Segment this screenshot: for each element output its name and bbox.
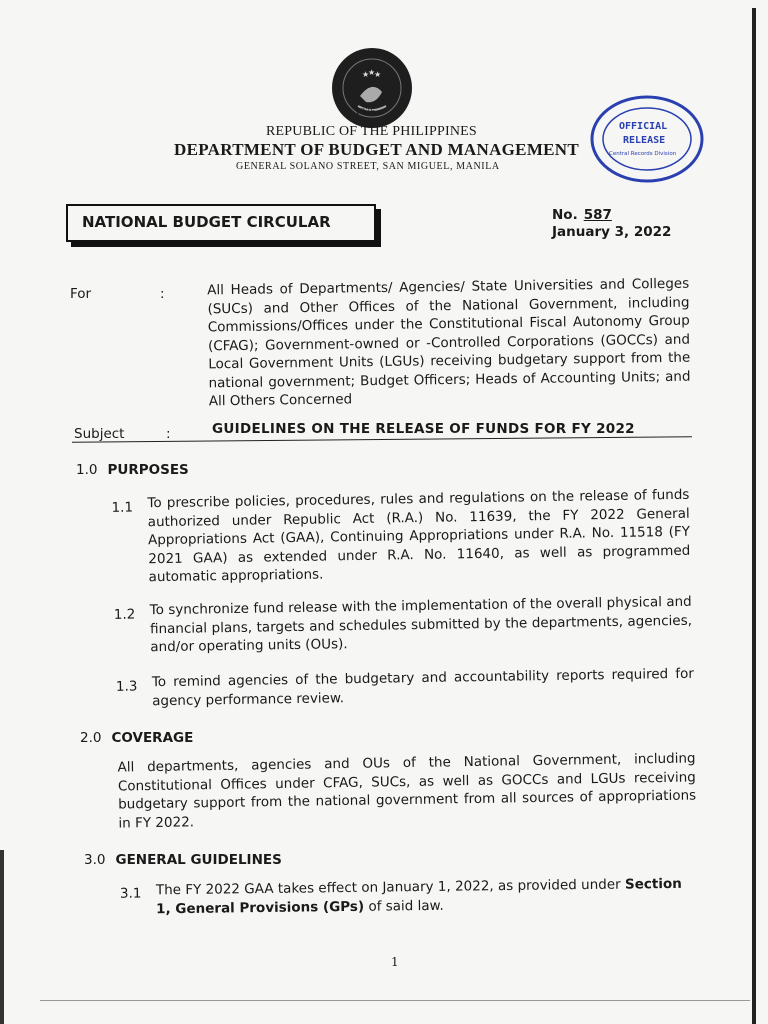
scan-edge-right [752,8,756,1024]
section-general-heading [84,852,282,868]
subject-title: GUIDELINES ON THE RELEASE OF FUNDS FOR FY 2022 [212,421,635,437]
stamp-line-3: Central Records Division [609,151,677,157]
section-name: COVERAGE [111,730,194,746]
item-text-before: The FY 2022 GAA takes effect on January 1, 2022, as provided under [155,876,626,899]
svg-text:★: ★ [374,70,382,79]
coverage-text: All departments, agencies and OUs of the National Government, including Constitutional Offices under CFAG, SUCs, as well as GOCCs and LGUs receiving budgetary support from the national government from all sources of appropriations in FY 2022. [117,750,697,832]
section-coverage-heading [80,730,193,746]
item-text: To remind agencies of the budgetary and accountability reports required for agency performance review. [151,665,694,709]
svg-text:★: ★ [362,70,370,79]
item-number: 1.3 [115,678,138,695]
stamp-line-2: RELEASE [623,135,666,146]
section-name: GENERAL GUIDELINES [115,852,282,868]
section-number: 1.0 [76,462,98,478]
list-item [119,875,698,919]
scan-edge-left [0,850,4,1024]
item-number: 1.2 [113,606,136,623]
list-item [113,593,693,657]
item-text: To prescribe policies, procedures, rules and regulations on the release of funds authorized under Republic Act (R.A.) No. 11639, the FY 2022 General Appropriations Act (GAA), Continuing Appropriations under R.A. No. 11518 (FY 2021 GAA) as extended under R.A. No. 11640, as well as programmed automatic appropriations. [147,486,691,586]
subject-colon: : [166,426,171,442]
item-text-bold: Section 1, General Provisions (GPs) [156,875,682,917]
list-item [115,665,695,711]
item-text-after: of said law. [364,897,444,915]
subject-label: Subject [74,426,125,442]
section-name: PURPOSES [107,462,189,478]
subject-underline [72,436,692,442]
official-release-stamp-icon [589,93,705,185]
stamp-line-1: OFFICIAL [619,121,668,132]
circular-number [552,207,612,223]
for-colon: : [160,286,165,302]
circular-number-value: 587 [583,207,612,223]
item-number: 3.1 [119,885,142,902]
svg-text:★: ★ [368,68,376,77]
department-address: GENERAL SOLANO STREET, SAN MIGUEL, MANILA [236,161,500,172]
list-item [111,486,691,587]
bottom-rule [40,1000,750,1001]
section-number: 2.0 [80,730,102,746]
circular-title: NATIONAL BUDGET CIRCULAR [82,213,331,231]
section-number: 3.0 [84,852,106,868]
circular-date: January 3, 2022 [552,224,672,240]
republic-heading: REPUBLIC OF THE PHILIPPINES [266,124,477,139]
section-purposes-heading [76,462,189,478]
department-heading: DEPARTMENT OF BUDGET AND MANAGEMENT [174,140,580,159]
circular-title-box [66,204,376,242]
circular-number-label: No. [552,207,578,223]
item-number: 1.1 [111,499,134,516]
seal-year: 1936 [355,107,376,116]
page-number: 1 [391,955,399,969]
dbm-seal-icon [330,46,414,130]
for-label: For [70,286,92,302]
for-addressees: All Heads of Departments/ Agencies/ State Universities and Colleges (SUCs) and Other Offices of the National Government, including Commissions/Offices under the Constitutional Fiscal Autonomy Group (CFAG); Government-owned or -Controlled Corporations (GOCCs) and Local Government Units (LGUs) receiving budgetary support from the national government; Budget Officers; Heads of Accounting Units; and All Others Concerned [207,275,691,410]
item-text: To synchronize fund release with the implementation of the overall physical and financial plans, targets and schedules submitted by the departments, agencies, and/or operating units (OUs). [149,593,693,656]
